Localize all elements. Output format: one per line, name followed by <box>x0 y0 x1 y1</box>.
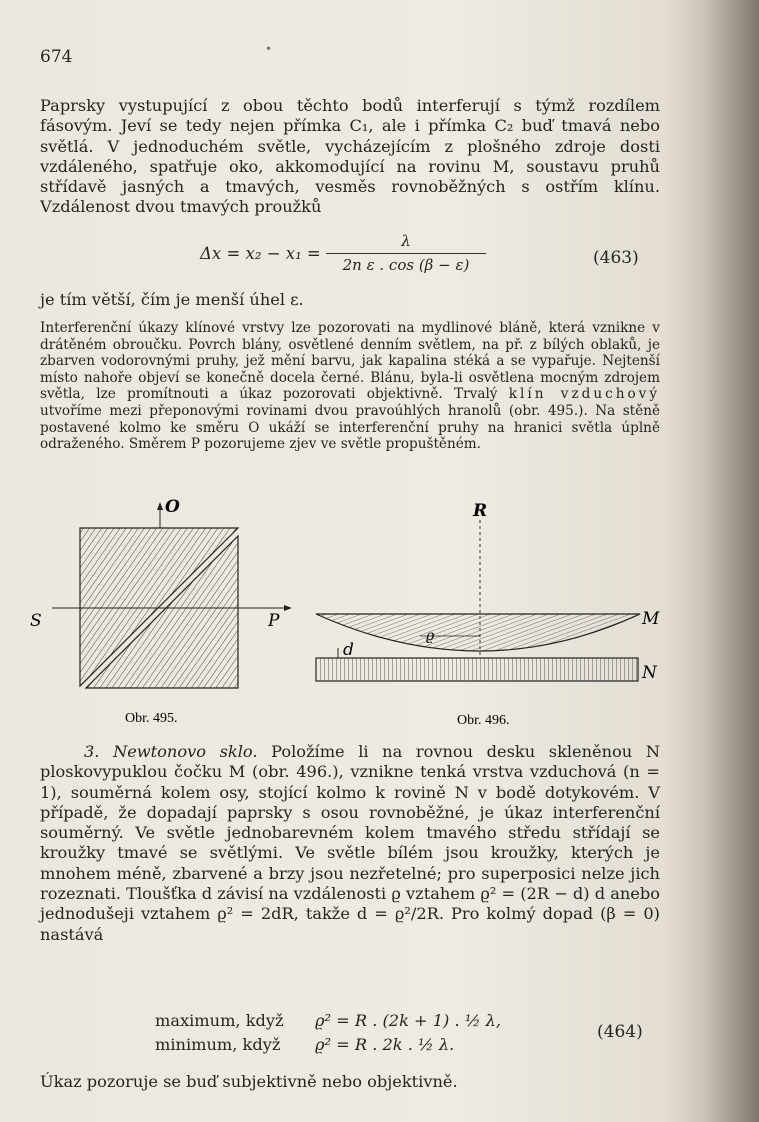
equation-463-lhs: Δx = x₂ − x₁ = <box>200 244 321 263</box>
eq-464-row1-label: maximum, když <box>155 1011 284 1030</box>
eq-464-row1-formula: ϱ² = R . (2k + 1) . ½ λ, <box>315 1011 502 1030</box>
label-r: R <box>473 501 488 521</box>
label-m: M <box>642 609 660 629</box>
label-d: d <box>343 640 354 660</box>
small-paragraph-text: Interferenční úkazy klínové vrstvy lze pozorovati na mydlinové bláně, která vznikne v drátěném obroučku. Povrch blány, osvětlené denním světlem, na př. z bílých oblaků, je zbarven vodorovnými pruhy, jež mění barvu, jak kapalina stéká a se vypařuje. Nejtenší místo nahoře objeví se konečně docela černé. Blánu, byla-li osvětlena mocným zdrojem světla, lze promítnouti a úkaz pozorovati objektivně. Trvalý <box>40 320 660 403</box>
plano-convex-lens <box>316 614 640 651</box>
equation-463-number: (463) <box>593 248 639 268</box>
section-title: Newtonovo sklo. <box>113 742 258 761</box>
eq-464-row2-label: minimum, když <box>155 1035 281 1054</box>
caption-495: Obr. 495. <box>125 711 178 726</box>
paragraph-2 <box>40 742 660 945</box>
small-print-paragraph <box>40 320 660 453</box>
figure-496 <box>316 501 660 728</box>
small-paragraph-emphasis: klín vzduchový <box>508 386 661 403</box>
arrow-p-icon <box>284 605 292 611</box>
arrow-o-icon <box>157 502 163 510</box>
section-number: 3. <box>84 742 100 761</box>
label-s: S <box>30 611 42 631</box>
equation-463-fraction-bar <box>326 253 486 254</box>
equation-463-followup: je tím větší, čím je menší úhel ε. <box>40 290 304 309</box>
caption-496: Obr. 496. <box>457 713 510 728</box>
label-p: P <box>268 611 280 631</box>
eq-464-row2-formula: ϱ² = R . 2k . ½ λ. <box>315 1035 455 1054</box>
equation-464-number: (464) <box>597 1022 643 1042</box>
print-speck: • <box>265 42 273 56</box>
label-o: O <box>165 497 180 517</box>
final-line: Úkaz pozoruje se buď subjektivně nebo objektivně. <box>40 1072 458 1091</box>
figure-495 <box>30 497 292 726</box>
paragraph-2-text: Položíme li na rovnou desku skleněnou N ploskovypuklou čočku M (obr. 496.), vznikne tenká vrstva vzduchová (n = 1), souměrná kolem osy, stojící kolmo k rovině N v bodě dotykovém. V případě, že dopadají paprsky s osou rovnoběžné, je úkaz interferenční souměrný. Ve světle jednobarevném kolem tmavého středu střídají se kroužky tmavé se světlými. Ve světle bílém jsou kroužky, kterých je mnohem méně, zbarvené a brzy jsou nezřetelné; pro superposici nelze jich rozeznati. Tloušťka d závisí na vzdálenosti ϱ vztahem ϱ² = (2R − d) d anebo jednodušeji vztahem ϱ² = 2dR, takže d = ϱ²/2R. Pro kolmý dopad (β = 0) nastává <box>40 742 660 944</box>
paragraph-1: Paprsky vystupující z obou těchto bodů interferují s týmž rozdílem fásovým. Jeví se tedy nejen přímka C₁, ale i přímka C₂ buď tmavá nebo světlá. V jednoduchém světle, vycházejícím z plošného zdroje dosti vzdáleného, spatřuje oko, akkomodující na rovinu M, soustavu pruhů střídavě jasných a tmavých, vesměs rovnoběžných s ostřím klínu. Vzdálenost dvou tmavých proužků <box>40 96 660 217</box>
equation-463-numerator: λ <box>401 232 411 250</box>
small-paragraph-end: utvoříme mezi přeponovými rovinami dvou pravoúhlých hranolů (obr. 495.). Na stěně postavené kolmo ke směru O ukáží se interferenční pruhy na hranici světla úplně odraženého. Směrem P pozorujeme zjev ve světle propuštěném. <box>40 402 660 453</box>
label-n: N <box>642 663 657 683</box>
figures-495-496 <box>0 490 759 730</box>
glass-plate <box>316 658 638 681</box>
equation-463-denominator: 2n ε . cos (β − ε) <box>342 256 470 274</box>
page-number: 674 <box>40 47 73 67</box>
label-rho: ϱ <box>426 628 435 644</box>
